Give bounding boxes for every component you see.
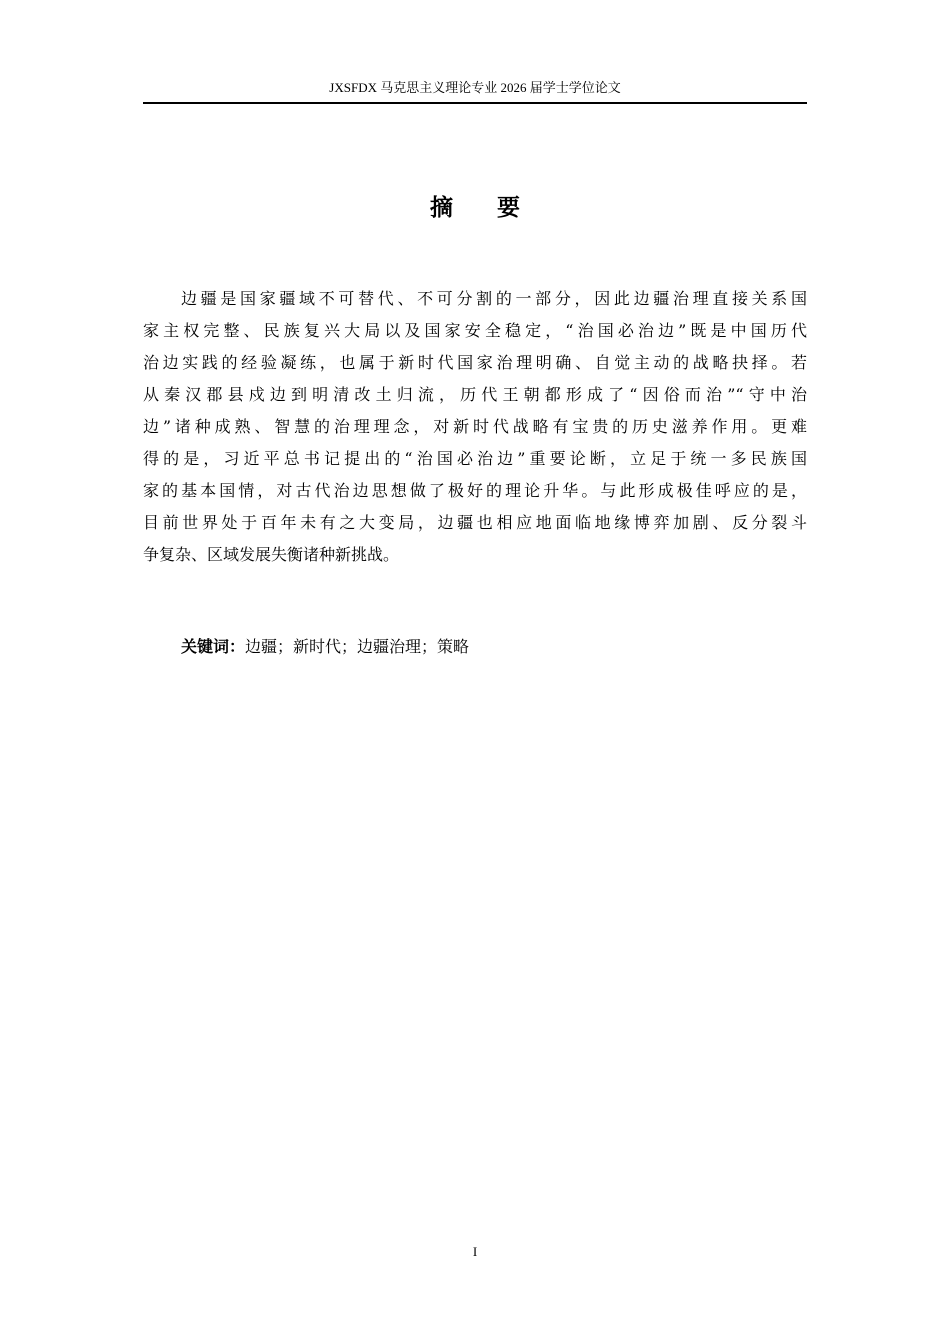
page-number: I: [472, 1244, 478, 1259]
abstract-line: 治边实践的经验凝练，也属于新时代国家治理明确、自觉主动的战略抉择。若: [143, 353, 807, 372]
running-header: JXSFDX 马克思主义理论专业 2026 届学士学位论文: [143, 78, 807, 104]
abstract-line: 从秦汉郡县戍边到明清改土归流，历代王朝都形成了“因俗而治”“守中治: [143, 385, 807, 404]
abstract-line: 家的基本国情，对古代治边思想做了极好的理论升华。与此形成极佳呼应的是，: [143, 481, 807, 500]
keywords-label: 关键词：: [181, 637, 246, 656]
abstract-body: [143, 283, 807, 571]
abstract-title: 摘 要: [429, 195, 538, 221]
abstract-line: 边”诸种成熟、智慧的治理理念，对新时代战略有宝贵的历史滋养作用。更难: [143, 417, 807, 436]
abstract-line: 边疆是国家疆域不可替代、不可分割的一部分，因此边疆治理直接关系国: [181, 289, 807, 308]
abstract-line: 目前世界处于百年未有之大变局，边疆也相应地面临地缘博弈加剧、反分裂斗: [143, 513, 807, 532]
abstract-line: 争复杂、区域发展失衡诸种新挑战。: [143, 545, 400, 564]
keywords: [181, 631, 469, 663]
abstract-line: 得的是，习近平总书记提出的“治国必治边”重要论断，立足于统一多民族国: [143, 449, 807, 468]
abstract-line: 家主权完整、民族复兴大局以及国家安全稳定，“治国必治边”既是中国历代: [143, 321, 807, 340]
keywords-value: 边疆；新时代；边疆治理；策略: [245, 637, 470, 656]
